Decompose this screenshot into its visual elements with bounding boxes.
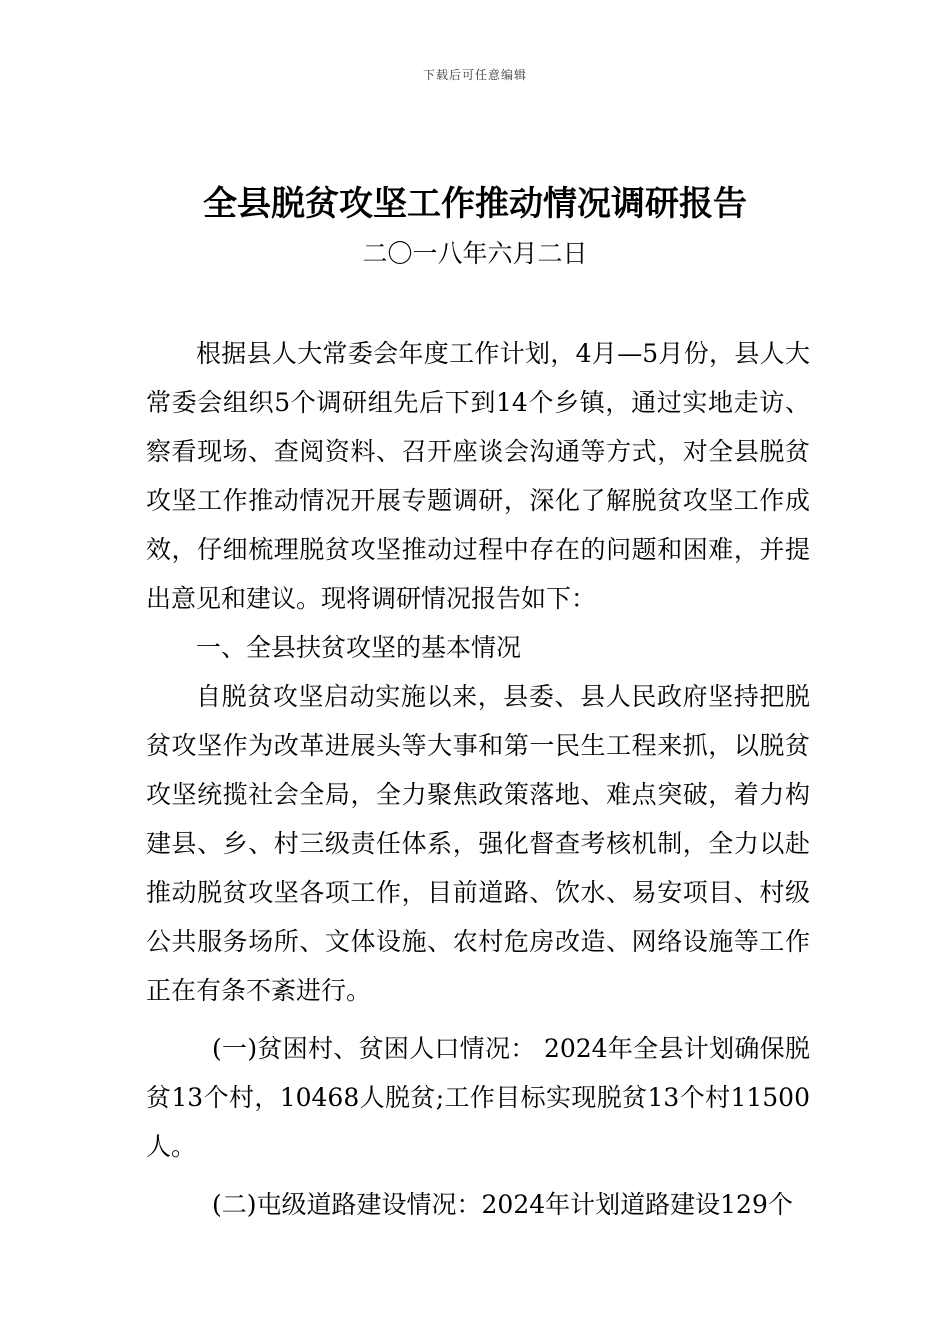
paragraph-overview: 自脱贫攻坚启动实施以来，县委、县人民政府坚持把脱贫攻坚作为改革进展头等大事和第一民生工程来抓，以脱贫攻坚统揽社会全局，全力聚焦政策落地、难点突破，着力构建县、乡、村三级责任体系，强化督查考核机制，全力以赴推动脱贫攻坚各项工作，目前道路、饮水、易安项目、村级公共服务场所、文体设施、农村危房改造、网络设施等工作正在有条不紊进行。 (146, 682, 810, 1005)
document-title: 全县脱贫攻坚工作推动情况调研报告 (203, 184, 747, 224)
paragraph-poverty-villages: (一)贫困村、贫困人口情况： 2024年全县计划确保脱贫13个村，10468人脱贫;工作目标实现脱贫13个村11500人。 (146, 1034, 810, 1161)
paragraph-intro: 根据县人大常委会年度工作计划，4月—5月份，县人大常委会组织5个调研组先后下到14个乡镇，通过实地走访、察看现场、查阅资料、召开座谈会沟通等方式，对全县脱贫攻坚工作推动情况开展专题调研，深化了解脱贫攻坚工作成效，仔细梳理脱贫攻坚推动过程中存在的问题和困难，并提出意见和建议。现将调研情况报告如下： (146, 339, 810, 613)
paragraph-road-construction: (二)屯级道路建设情况：2024年计划道路建设129个 (212, 1190, 793, 1219)
header-note: 下载后可任意编辑 (422, 68, 527, 82)
document-date: 二〇一八年六月二日 (362, 239, 588, 268)
section-heading-1: 一、全县扶贫攻坚的基本情况 (196, 633, 522, 662)
document-body (146, 329, 810, 1229)
